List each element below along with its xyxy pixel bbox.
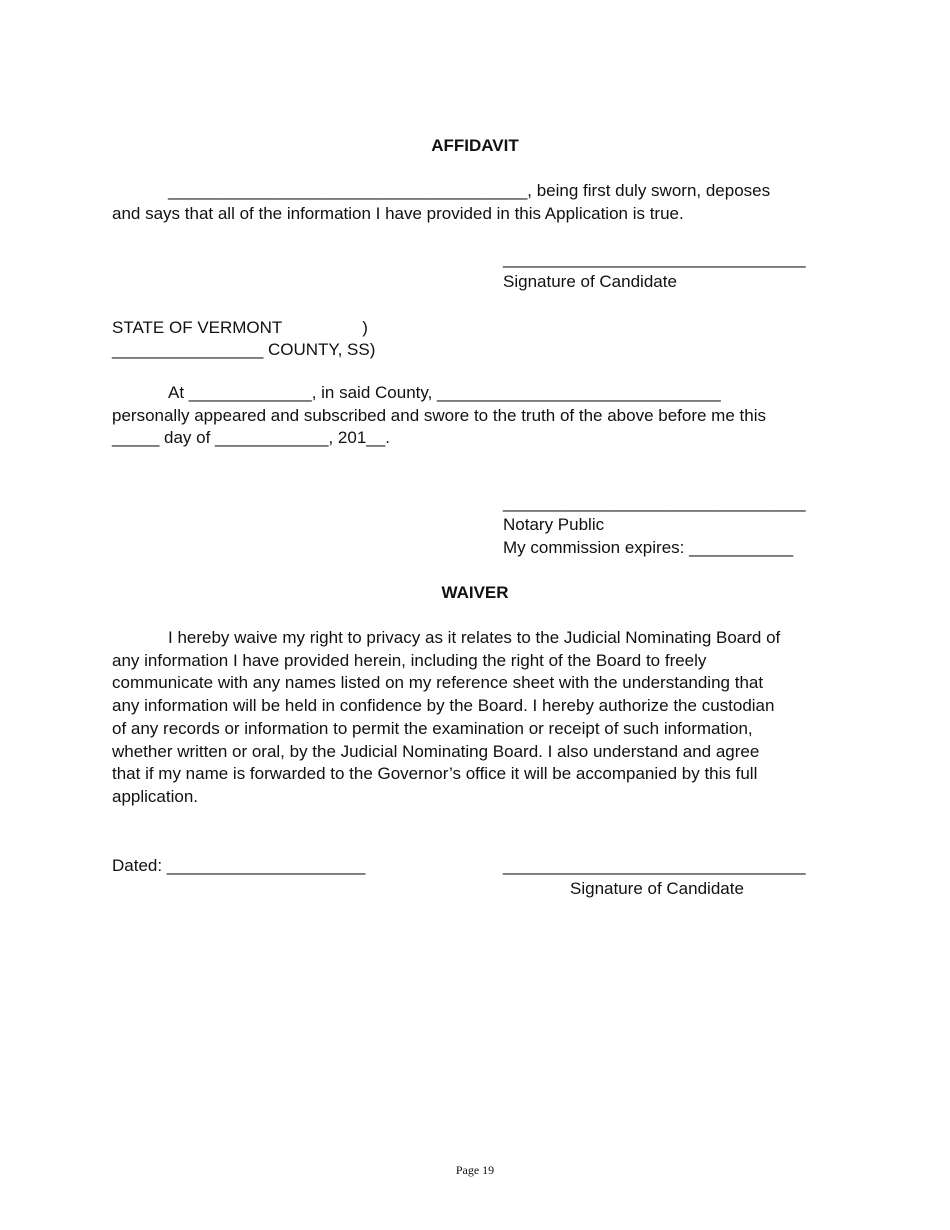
county-venue-line: ________________ COUNTY, SS) — [112, 340, 376, 359]
waiver-title: WAIVER — [441, 583, 509, 602]
waiver-signature-label: Signature of Candidate — [570, 879, 744, 898]
candidate-signature-label: Signature of Candidate — [503, 272, 677, 291]
page-number: Page 19 — [455, 1163, 495, 1177]
waiver-text: I hereby waive my right to privacy as it relates to the Judicial Nominating Board of any information I have provided herein, including the right of the Board to freely communicate with any names listed on my reference sheet with the understanding that any information will be held in confidence by the Board. I hereby authorize the custodian of any records or information to permit the examination or receipt of such information, whether written or oral, by the Judicial Nominating Board. I also understand and agree that if my name is forwarded to the Governor’s office it will be accompanied by this full application. — [112, 628, 781, 806]
notary-title: Notary Public — [503, 515, 605, 534]
affidavit-title: AFFIDAVIT — [431, 136, 519, 155]
notary-signature-line: ________________________________ — [503, 493, 806, 512]
notary-commission: My commission expires: ___________ — [503, 538, 794, 557]
sworn-statement: ______________________________________, being first duly sworn, deposes and says that all of the information I have provided in this Application is true. — [112, 181, 771, 223]
candidate-signature-line: ________________________________ — [503, 249, 806, 268]
notary-statement: At _____________, in said County, ______________________________ personally appeared and subscribed and swore to the truth of the above before me this _____ day of ____________, 201__. — [112, 383, 766, 448]
dated-field: Dated: _____________________ — [112, 856, 366, 875]
state-venue-line: STATE OF VERMONT ) — [112, 318, 368, 337]
waiver-signature-line: ________________________________ — [503, 856, 806, 875]
